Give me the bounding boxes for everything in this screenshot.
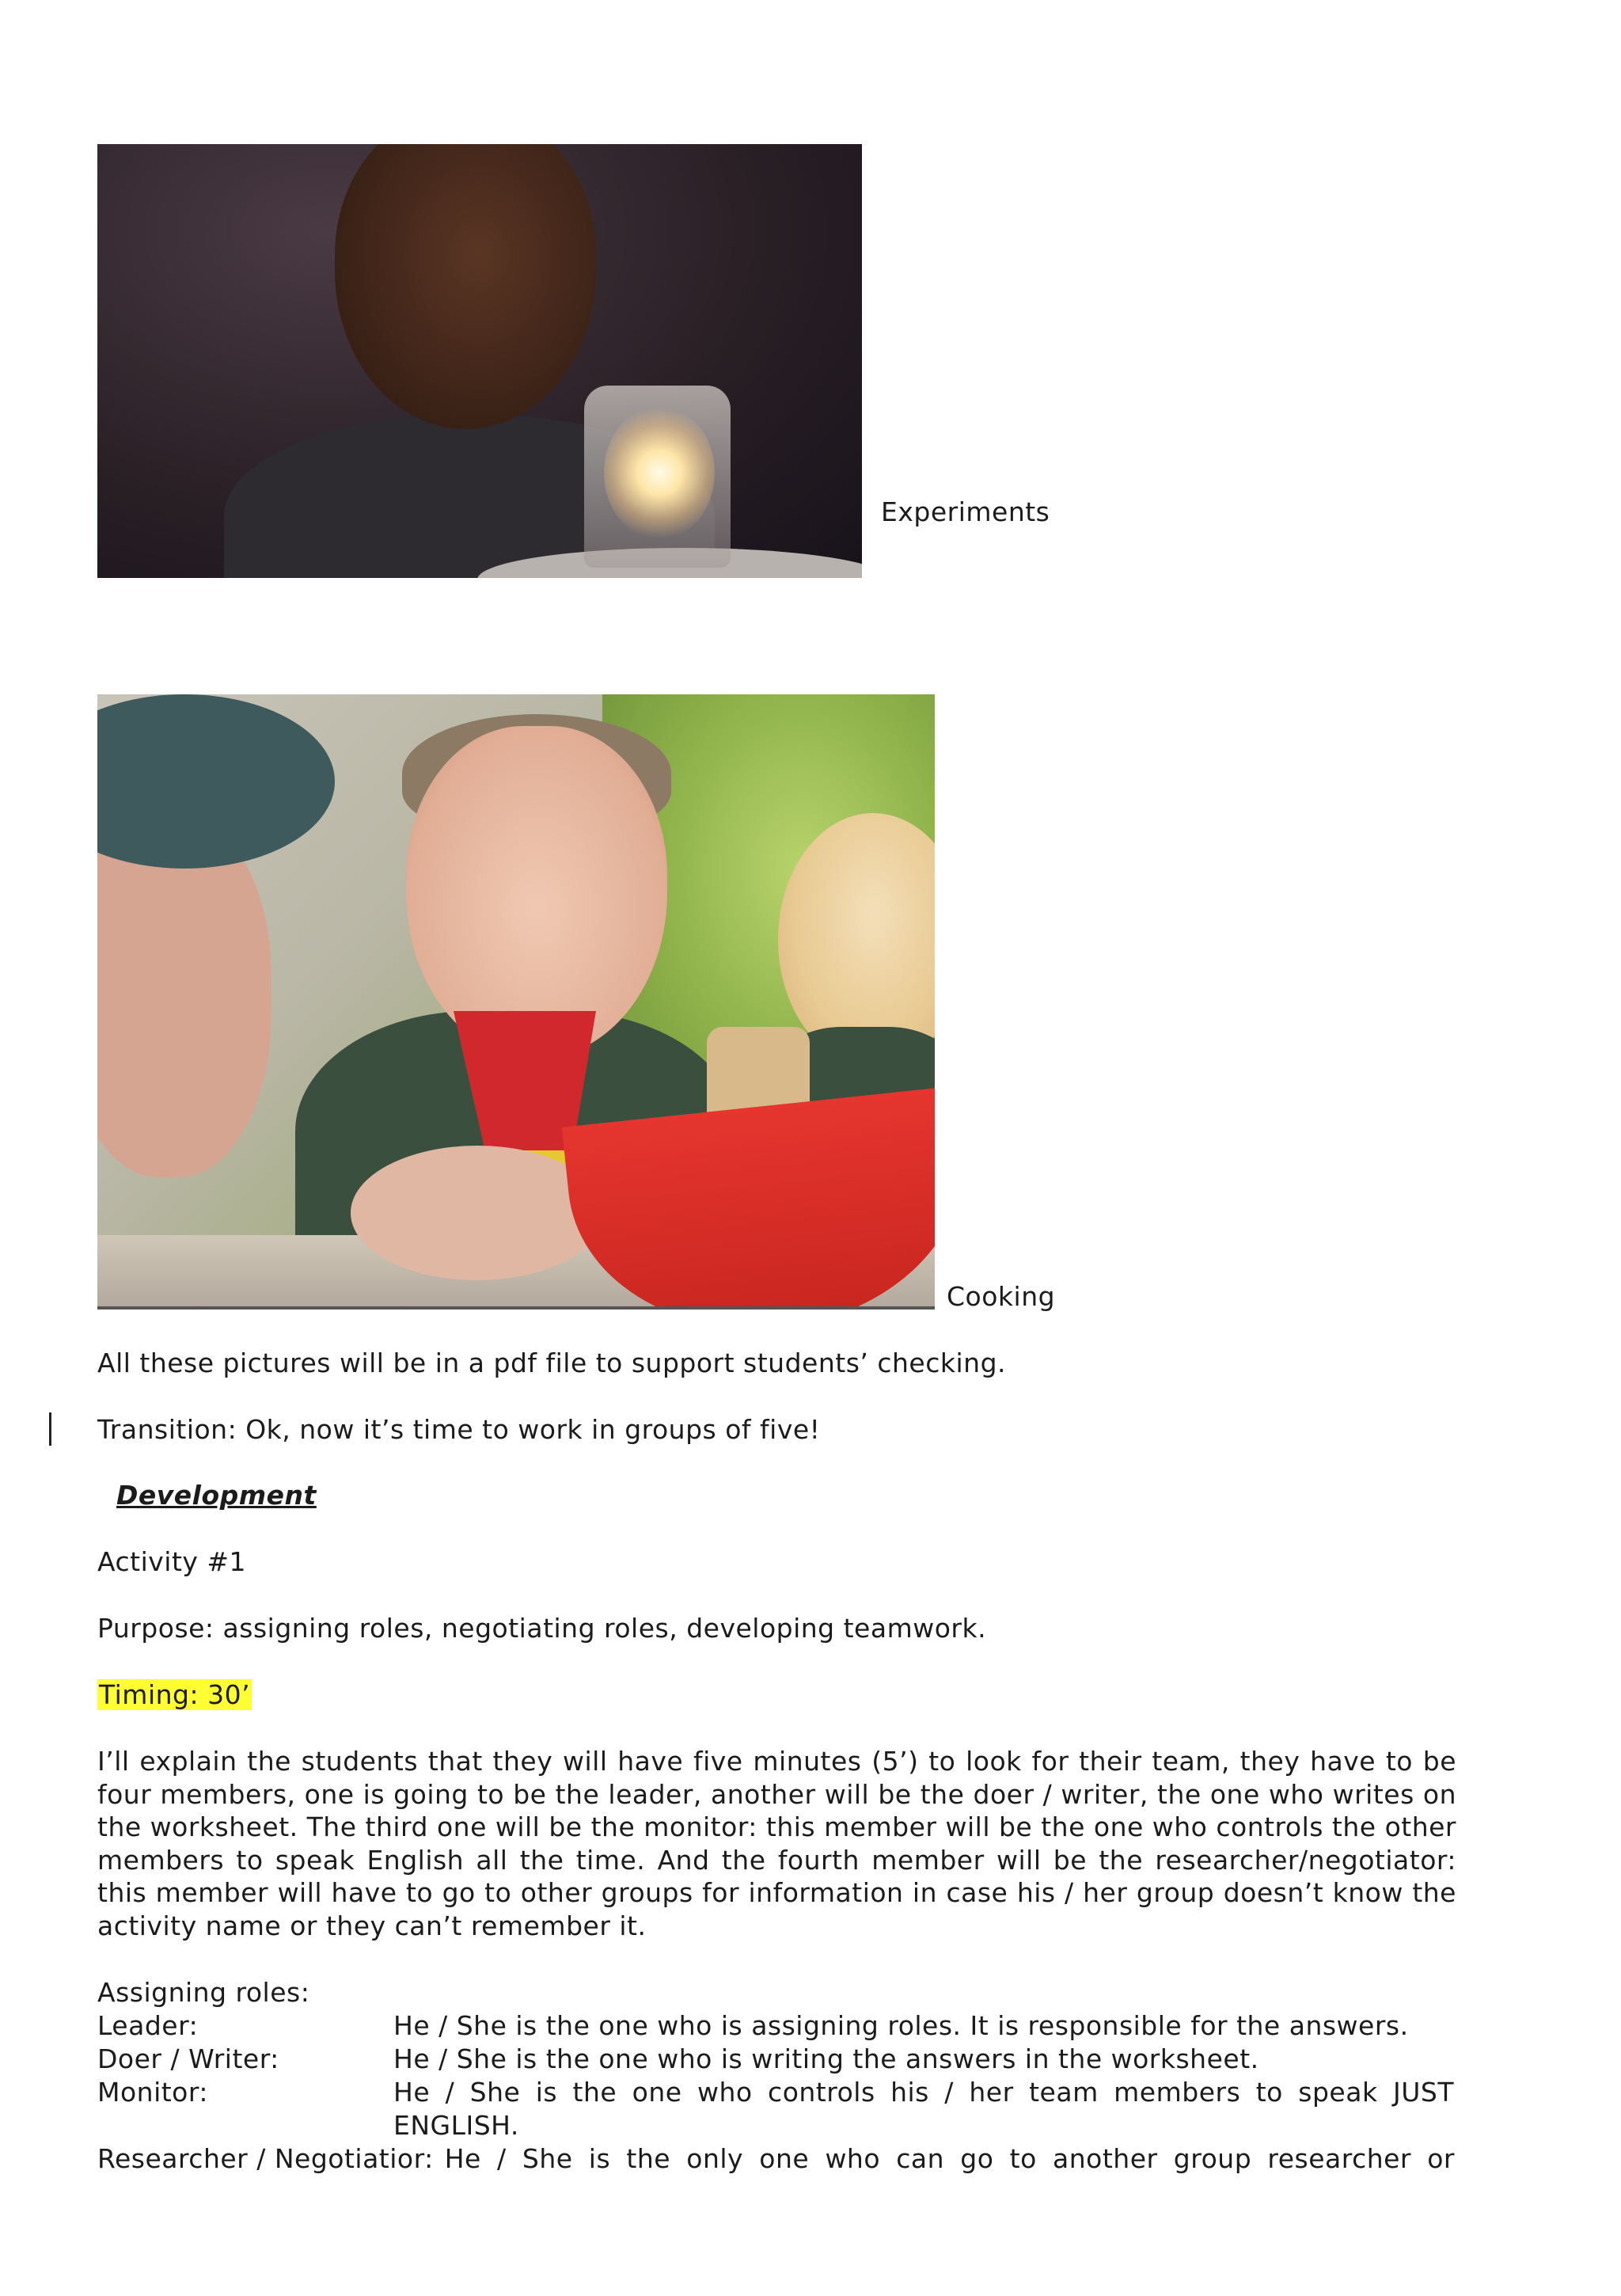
role-label-leader: Leader: (97, 2010, 199, 2041)
role-desc-monitor: He / She is the one who controls his / her team members to speak JUST (393, 2077, 1454, 2108)
cooking-photo (97, 694, 935, 1310)
experiments-caption: Experiments (881, 496, 1050, 527)
role-row-researcher (97, 2142, 1455, 2176)
transition-text: Transition: Ok, now it’s time to work in groups of five! (97, 1414, 821, 1445)
role-label-doer: Doer / Writer: (97, 2043, 279, 2074)
role-desc-researcher: He / She is the only one who can go to another group researcher or (444, 2143, 1455, 2174)
role-label-monitor: Monitor: (97, 2077, 208, 2108)
activity-title: Activity #1 (97, 1546, 247, 1577)
cooking-caption: Cooking (947, 1281, 1056, 1312)
role-desc-monitor-cont: ENGLISH. (393, 2110, 519, 2141)
text-cursor (49, 1412, 51, 1446)
timing-highlight: Timing: 30’ (99, 1679, 251, 1710)
role-label-researcher: Researcher / Negotiatior: (97, 2143, 434, 2174)
pictures-note: All these pictures will be in a pdf file to support students’ checking. (97, 1348, 1007, 1378)
activity-purpose: Purpose: assigning roles, negotiating roles, developing teamwork. (97, 1613, 987, 1644)
role-desc-leader: He / She is the one who is assigning roles. It is responsible for the answers. (393, 2010, 1409, 2041)
activity-timing (97, 1678, 252, 1712)
section-heading: Development (116, 1480, 317, 1511)
experiments-photo (97, 144, 862, 578)
roles-heading: Assigning roles: (97, 1977, 310, 2008)
role-desc-doer: He / She is the one who is writing the answers in the worksheet. (393, 2043, 1259, 2074)
activity-explanation: I’ll explain the students that they will have five minutes (5’) to look for their team, they have to be four members, one is going to be the leader, another will be the doer / writer, the one who writes on the worksheet. The third one will be the monitor: this member will be the one who controls the other members to speak English all the time. And the fourth member will be the researcher/negotiator: this member will have to go to other groups for information in case his / her group doesn’t know the activity name or they can’t remember it. (97, 1746, 1456, 1941)
